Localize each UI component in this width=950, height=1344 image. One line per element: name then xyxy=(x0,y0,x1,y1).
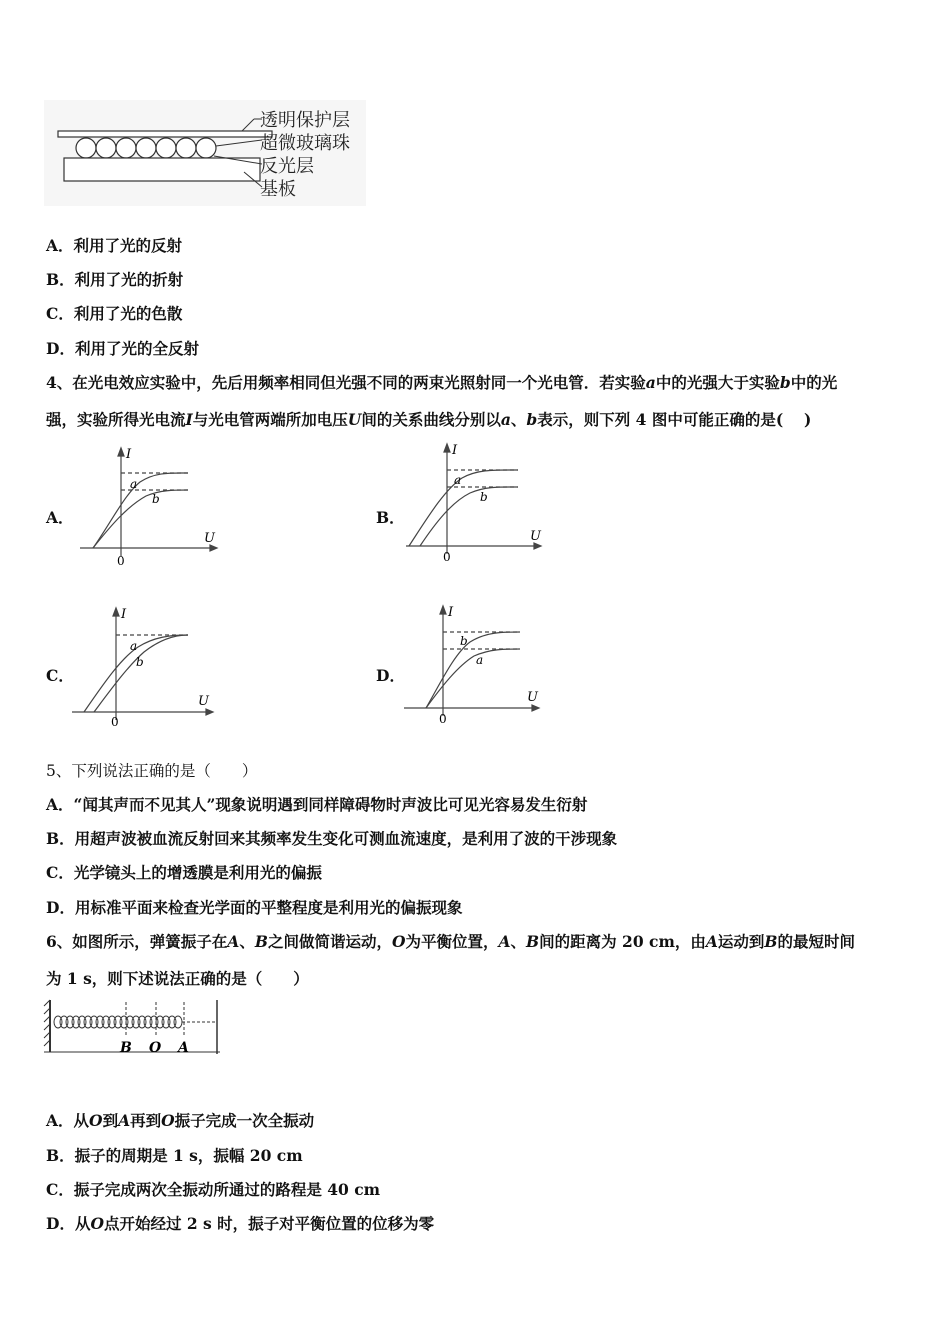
graph-a[interactable] xyxy=(80,444,220,569)
curve-b xyxy=(420,487,518,546)
i-axis-arrow xyxy=(440,606,446,614)
q4-stem-line1: 4、在光电效应实验中，先后用频率相同但光强不同的两束光照射同一个光电管．若实验a中的光强大于实验b中的光 xyxy=(46,373,838,392)
q4-option-d-label[interactable]: D． xyxy=(376,666,405,685)
q3-option-c[interactable]: C．利用了光的色散 xyxy=(46,304,183,323)
i-axis-arrow xyxy=(118,448,124,456)
point-a-label: A xyxy=(178,1040,189,1056)
u-axis-label: U xyxy=(527,690,538,705)
origin-label: 0 xyxy=(443,550,451,564)
q5-option-d[interactable]: D．用标准平面来检查光学面的平整程度是利用光的偏振现象 xyxy=(46,898,463,917)
q3-option-b[interactable]: B．利用了光的折射 xyxy=(46,270,184,289)
q4-stem-line2: 强，实验所得光电流I与光电管两端所加电压U间的关系曲线分别以a、b表示，则下列 4 图中可能正确的是( ) xyxy=(46,410,812,429)
origin-label: 0 xyxy=(117,554,125,568)
curve-b xyxy=(94,635,188,712)
graph-b[interactable] xyxy=(406,440,546,565)
q6-stem-line2: 为 1 s，则下述说法正确的是（ ） xyxy=(46,969,309,988)
q4-option-c-label[interactable]: C． xyxy=(46,666,74,685)
q5-option-b[interactable]: B．用超声波被血流反射回来其频率发生变化可测血流速度，是利用了波的干涉现象 xyxy=(46,829,618,848)
i-axis-label: I xyxy=(121,607,127,622)
q5-stem: 5、下列说法正确的是（ ） xyxy=(46,762,258,780)
spring-oscillator-figure xyxy=(44,998,226,1058)
curve-a-label: a xyxy=(130,477,138,491)
q6-option-c[interactable]: C．振子完成两次全振动所通过的路程是 40 cm xyxy=(46,1180,381,1199)
i-axis-arrow xyxy=(444,444,450,452)
origin-label: 0 xyxy=(439,712,447,726)
i-axis-label: I xyxy=(448,605,454,620)
curve-b xyxy=(93,490,188,548)
wall-hatch xyxy=(44,1000,50,1052)
q5-option-a[interactable]: A．“闻其声而不见其人”现象说明遇到同样障碍物时声波比可见光容易发生衍射 xyxy=(46,795,588,814)
layer-structure-figure xyxy=(44,100,374,208)
graph-c[interactable] xyxy=(72,604,217,729)
q6-option-a[interactable]: A．从O到A再到O振子完成一次全振动 xyxy=(46,1111,315,1130)
q6-stem-line1: 6、如图所示，弹簧振子在A、B之间做简谐运动，O为平衡位置，A、B间的距离为 20 cm，由A运动到B的最短时间 xyxy=(46,932,856,951)
curve-a xyxy=(93,473,188,548)
i-axis-label: I xyxy=(126,447,132,462)
u-axis-label: U xyxy=(530,529,541,544)
point-o-label: O xyxy=(149,1040,162,1056)
spring-coil xyxy=(54,1016,182,1028)
curve-a xyxy=(409,470,518,546)
u-axis-label: U xyxy=(198,694,209,709)
curve-b-label: b xyxy=(480,490,488,504)
u-axis-arrow xyxy=(532,705,539,711)
origin-label: 0 xyxy=(111,715,119,729)
u-axis-arrow xyxy=(206,709,213,715)
curve-a xyxy=(426,649,520,708)
curve-b-label: b xyxy=(152,492,160,506)
point-b-label: B xyxy=(120,1040,132,1056)
i-axis-arrow xyxy=(113,608,119,616)
q4-option-a-label[interactable]: A． xyxy=(46,508,74,527)
protective-layer-shape xyxy=(58,131,272,137)
curve-a-label: a xyxy=(454,473,462,487)
layer-label: 透明保护层 xyxy=(260,110,350,131)
graph-d[interactable] xyxy=(404,602,549,727)
curve-b-label: b xyxy=(460,634,468,648)
substrate-shape xyxy=(64,158,260,181)
curve-a-label: a xyxy=(476,653,484,667)
curve-b-label: b xyxy=(136,655,144,669)
q6-option-b[interactable]: B．振子的周期是 1 s，振幅 20 cm xyxy=(46,1146,303,1165)
layer-label: 反光层 xyxy=(260,156,314,177)
q5-option-c[interactable]: C．光学镜头上的增透膜是利用光的偏振 xyxy=(46,863,322,882)
u-axis-label: U xyxy=(204,531,215,546)
layer-label: 基板 xyxy=(260,179,296,200)
layer-label: 超微玻璃珠 xyxy=(260,133,350,154)
q3-option-a[interactable]: A．利用了光的反射 xyxy=(46,236,183,255)
curve-b xyxy=(426,632,520,708)
q6-option-d[interactable]: D．从O点开始经过 2 s 时，振子对平衡位置的位移为零 xyxy=(46,1214,435,1233)
curve-a-label: a xyxy=(130,639,138,653)
i-axis-label: I xyxy=(452,443,458,458)
q3-option-d[interactable]: D．利用了光的全反射 xyxy=(46,339,199,358)
q4-option-b-label[interactable]: B． xyxy=(376,508,405,527)
